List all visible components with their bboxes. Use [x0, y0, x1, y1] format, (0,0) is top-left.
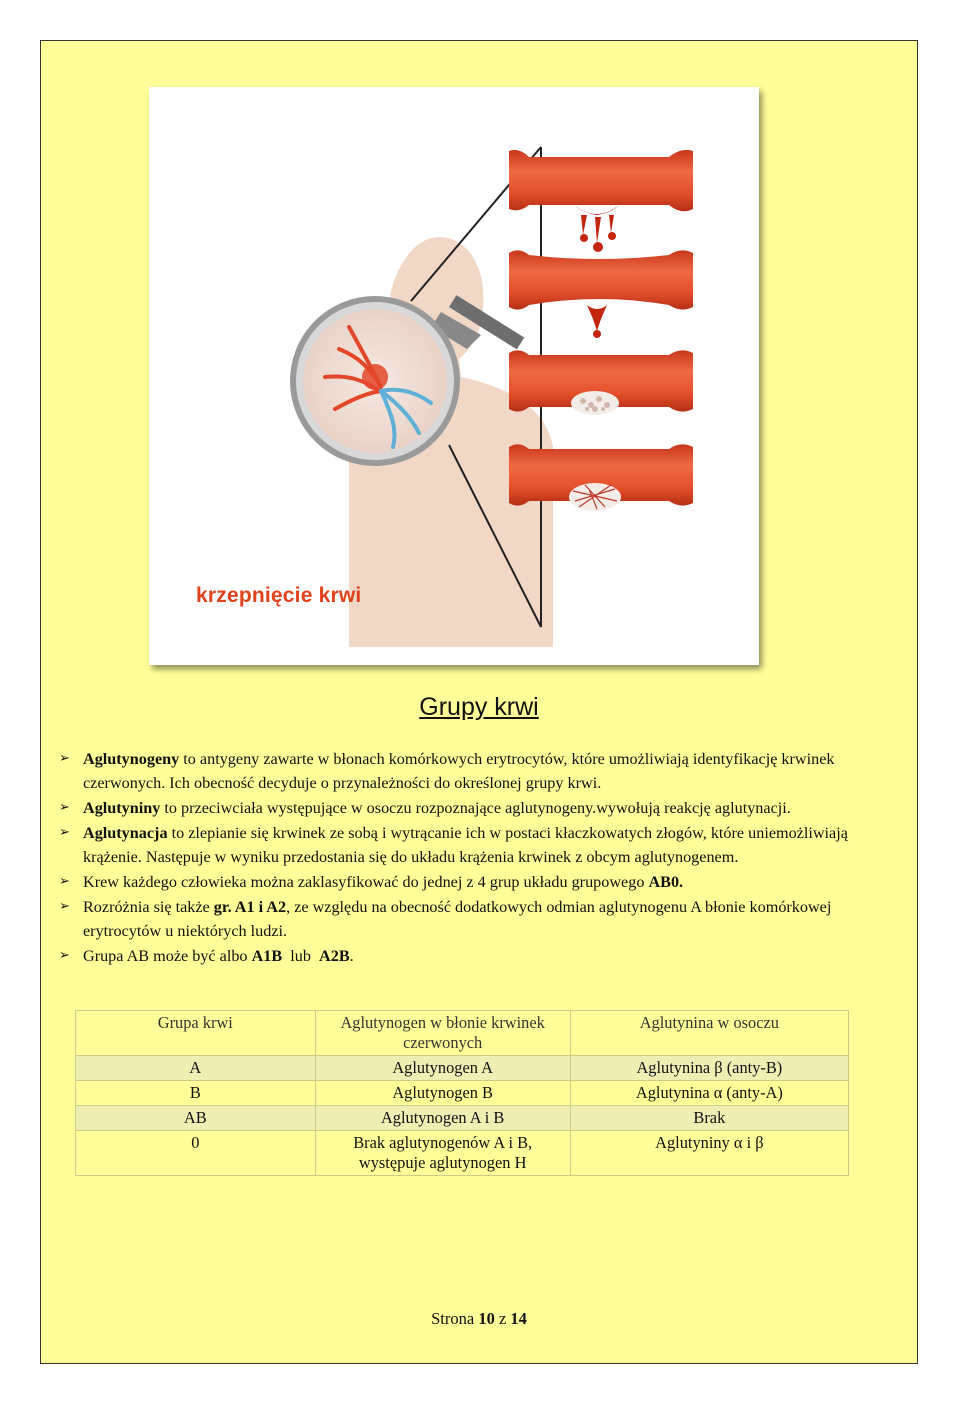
table-row	[76, 1106, 849, 1131]
arrow-bullet-icon: ➢	[59, 751, 70, 766]
statement: Grupa AB może być albo	[83, 947, 252, 965]
term: Aglutynacja	[83, 824, 168, 842]
definition: to zlepianie się krwinek ze sobą i wytrącanie ich w postaci kłaczkowatych złogów, które uniemożliwiają krążenie. Następuje w wyniku przedostania się do układu krążenia krwinek z obcym aglutynogenem.	[83, 824, 848, 866]
list-item	[59, 895, 859, 943]
table-cell: Brak aglutynogenów A i B, występuje aglutynogen H	[315, 1131, 570, 1176]
table-cell: Brak	[570, 1106, 848, 1131]
arrow-bullet-icon: ➢	[59, 948, 70, 963]
footer-prefix: Strona	[431, 1309, 479, 1328]
term: Aglutyniny	[83, 799, 161, 817]
list-item	[59, 747, 859, 795]
blood-clotting-illustration-icon	[149, 87, 759, 665]
emphasis: A1B	[251, 947, 283, 965]
bullet-list	[59, 747, 859, 969]
statement-rest: , ze względu na obecność dodatkowych odmian aglutynogenu A błonie komórkowej erytrocytów u niektórych ludzi.	[83, 898, 832, 940]
list-item	[59, 796, 859, 820]
table-cell: Aglutynogen A i B	[315, 1106, 570, 1131]
emphasis: A2B	[319, 947, 350, 965]
table-cell: Aglutynina β (anty-B)	[570, 1056, 848, 1081]
emphasis: AB0.	[648, 873, 684, 891]
table-header-row	[76, 1011, 849, 1056]
column-header: Grupa krwi	[76, 1011, 316, 1056]
table-cell: A	[76, 1056, 316, 1081]
table-row	[76, 1081, 849, 1106]
table-row	[76, 1131, 849, 1176]
arrow-bullet-icon: ➢	[59, 874, 70, 889]
page	[40, 40, 918, 1364]
figure-caption: krzepnięcie krwi	[196, 584, 362, 607]
footer-mid: z	[494, 1309, 511, 1328]
definition: to antygeny zawarte w błonach komórkowych erytrocytów, które umożliwiają identyfikację krwinek czerwonych. Ich obecność decyduje o przynależności do określonej grupy krwi.	[83, 750, 835, 792]
table-cell: 0	[76, 1131, 316, 1176]
table-row	[76, 1056, 849, 1081]
arrow-bullet-icon: ➢	[59, 899, 70, 914]
page-title: Grupy krwi	[419, 693, 539, 721]
total-pages: 14	[510, 1309, 527, 1328]
statement: Rozróżnia się także	[83, 898, 214, 916]
blood-clotting-figure	[149, 87, 759, 665]
statement-mid: lub	[282, 947, 320, 965]
arrow-bullet-icon: ➢	[59, 825, 70, 840]
definition: to przeciwciała występujące w osoczu rozpoznające aglutynogeny.wywołują reakcję aglutynacji.	[160, 799, 791, 817]
table-cell: Aglutyniny α i β	[570, 1131, 848, 1176]
arrow-bullet-icon: ➢	[59, 800, 70, 815]
list-item	[59, 944, 859, 968]
statement: Krew każdego człowieka można zaklasyfikować do jednej z 4 grup układu grupowego	[83, 873, 649, 891]
column-header: Aglutynogen w błonie krwinek czerwonych	[315, 1011, 570, 1056]
page-footer	[41, 1309, 917, 1329]
blood-group-table	[75, 1010, 849, 1176]
list-item	[59, 870, 859, 894]
list-item	[59, 821, 859, 869]
statement-end: .	[349, 947, 354, 965]
current-page: 10	[478, 1309, 495, 1328]
term: Aglutynogeny	[83, 750, 180, 768]
table-cell: Aglutynina α (anty-A)	[570, 1081, 848, 1106]
table-cell: AB	[76, 1106, 316, 1131]
emphasis: gr. A1 i A2	[213, 898, 287, 916]
table-cell: Aglutynogen B	[315, 1081, 570, 1106]
table-cell: B	[76, 1081, 316, 1106]
table-cell: Aglutynogen A	[315, 1056, 570, 1081]
column-header: Aglutynina w osoczu	[570, 1011, 848, 1056]
